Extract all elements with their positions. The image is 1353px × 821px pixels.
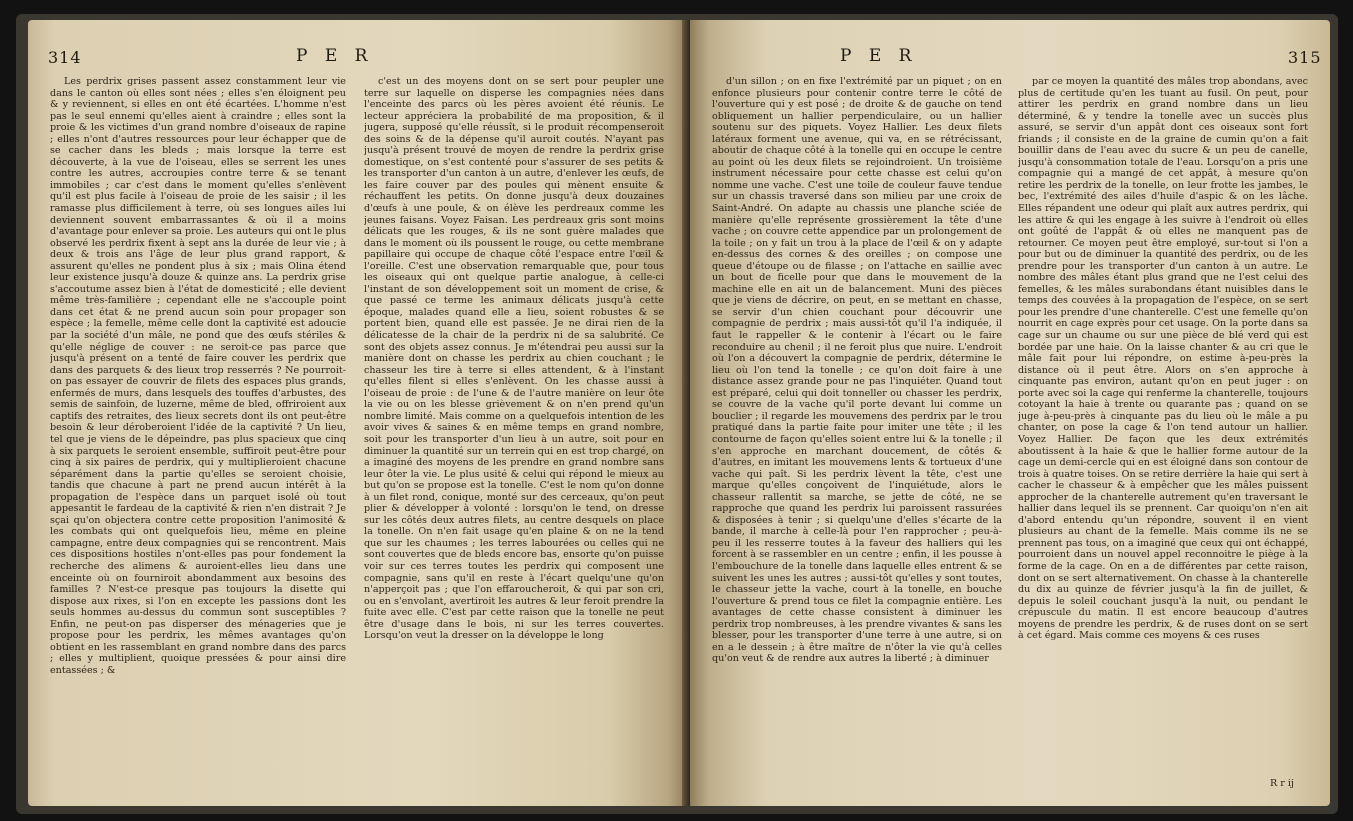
column-text: par ce moyen la quantité des mâles trop abondans, avec plus de certitude qu'en les tuant au fusil. On peut, pour attirer les perdrix en grand nombre dans un lieu déterminé, & y tendre la tonelle avec un succès plus assuré, se servir d'un appât dont ces oiseaux sont fort friands ; il consiste en de la graine de cumin qu'on a fait bouillir dans de l'eau avec du sucre & un peu de canelle, jusqu'à consommation totale de l'eau. Lorsqu'on a pris une compagnie qui a mangé de cet appât, à mesure qu'on retire les perdrix de la tonelle, on leur frotte les jambes, le bec, l'extrémité des ailes d'huile d'aspic & on les lâche. Elles répandent une odeur qui plaît aux autres perdrix, qui les attire & qui les engage à les suivre à l'endroit où elles ont goûté de l'appât & où elles ne manquent pas de retourner. Ce moyen peut être employé, sur-tout si l'on a pour but ou de diminuer la quantité des perdrix, ou de les prendre pour les transporter d'un canton à un autre. Le nombre des mâles étant plus grand que ne l'est celui des femelles, & les mâles surabondans étant nuisibles dans le temps des couvées à la propagation de l'espèce, on se sert pour les prendre d'une chanterelle. C'est une femelle qu'on nourrit en cage exprès pour cet usage. On la porte dans sa cage sur un chaume ou sur une pièce de blé verd qui est bordée par une haie. On la laisse chanter & au cri que le mâle fait pour lui répondre, on estime à-peu-près la distance où il peut être. Alors on s'en approche à cinquante pas environ, autant qu'on en peut juger : on porte avec soi la cage qui renferme la chanterelle, toujours cotoyant la haie à trente ou quarante pas ; quand on se juge à-peu-près à cinquante pas du lieu où le mâle a pu chanter, on pose la cage & l'on tend autour un hallier. Voyez Hallier. De façon que les deux extrémités aboutissent à la haie & que le hallier forme autour de la cage un demi-cercle qui en est éloigné dans son contour de trois à quatre toises. On se retire derrière la haie qui sert à cacher le chasseur & à empêcher que les mâles puissent approcher de la chanterelle autrement qu'en traversant le hallier dans lequel ils se prennent. Car quoiqu'on n'en ait d'abord entendu qu'un répondre, souvent il en vient plusieurs au chant de la femelle. Mais comme ils ne se prennent pas tous, on a imaginé que ceux qui ont échappé, pourroient dans un nouvel appel reconnoitre le piège à la forme de la cage. On en a de différentes par cette raison, dont on se sert alternativement. On chasse à la chanterelle du dix au quinze de février jusqu'à la fin de juillet, & depuis le soleil couchant jusqu'à la nuit, ou pendant le crépuscule du matin. Il est encore beaucoup d'autres moyens de prendre les perdrix, & de ruses dont on se sert à cet égard. Mais comme ces moyens & ces ruses xyxy=(1018,76,1308,642)
left-column-2 xyxy=(364,76,664,776)
right-column-2 xyxy=(1018,76,1308,776)
signature-mark: R r ij xyxy=(1270,778,1294,789)
left-column-1 xyxy=(50,76,346,776)
page-number-left: 314 xyxy=(48,48,82,67)
running-head-right: P E R xyxy=(840,46,918,66)
page-number-right: 315 xyxy=(1288,48,1322,67)
right-column-1 xyxy=(712,76,1002,776)
column-text: c'est un des moyens dont on se sert pour peupler une terre sur laquelle on disperse les compagnies nées dans l'enceinte des parcs où les pères avoient été réunis. Le lecteur appréciera la probabilité de ma proposition, & il jugera, supposé qu'elle réussît, si le produit récompenseroit des soins & de la dépense qu'il auroit coutés. N'ayant pas jusqu'à présent trouvé de moyen de rendre la perdrix grise domestique, on s'est contenté pour s'assurer de ses petits & les transporter d'un canton à un autre, d'enlever les œufs, de les faire couver par des poules qui mènent ensuite & réchauffent les petits. On donne jusqu'à deux douzaines d'œufs à une poule, & on élève les perdreaux comme les jeunes faisans. Voyez Faisan. Les perdreaux gris sont moins délicats que les rouges, & ils ne sont guère malades que dans le moment où ils poussent le rouge, ou cette membrane papillaire qui occupe de chaque côté l'espace entre l'œil & l'oreille. C'est une observation remarquable que, pour tous les oiseaux qui ont quelque partie analogue, à celle-ci l'instant de son développement soit un moment de crise, & que passé ce terme les animaux délicats jusqu'à cette époque, malades quand elle a lieu, soient robustes & se portent bien, quand elle est passée. Je ne dirai rien de la délicatesse de la chair de la perdrix ni de sa salubrité. Ce sont des objets assez connus. Je m'étendrai peu aussi sur la manière dont on chasse les perdrix au chien couchant ; le chasseur les tire à terre si elles attendent, & à l'instant qu'elles filent si elles s'enlèvent. On les chasse aussi à l'oiseau de proie : de l'une & de l'autre manière on leur ôte la vie ou on les blesse grièvement & on n'en prend qu'un nombre limité. Mais comme on a quelquefois intention de les avoir vives & saines & en même temps en grand nombre, soit pour les transporter d'un lieu à un autre, soit pour en diminuer la quantité sur un terrein qui en est trop chargé, on a imaginé des moyens de les prendre en grand nombre sans leur ôter la vie. Le plus usité & celui qui répond le mieux au but qu'on se propose est la tonelle. C'est le nom qu'on donne à un filet rond, conique, monté sur des cerceaux, qu'on peut plier & développer à volonté : lorsqu'on le tend, on dresse sur les côtés deux autres filets, au centre desquels on place la tonelle. On n'en fait usage qu'en plaine & on ne la tend que sur les chaumes ; les terres labourées ou celles qui ne sont couvertes que de bleds encore bas, ensorte qu'on puisse voir sur ces terres toutes les perdrix qui composent une compagnie, sans qu'il en reste à l'écart quelqu'une qu'on n'apperçoit pas ; que l'on effaroucheroit, & qui par son cri, ou en s'envolant, avertiroit les autres & leur feroit prendre la fuite avec elle. C'est par cette raison que la tonelle ne peut être d'usage dans le bois, ni sur les terres couvertes. Lorsqu'on veut la dresser on la développe le long xyxy=(364,76,664,642)
column-text: d'un sillon ; on en fixe l'extrémité par un piquet ; on en enfonce plusieurs pour contenir contre terre le côté de l'ouverture qui y est posé ; de droite & de gauche on tend obliquement un hallier perpendiculaire, ou un hallier soutenu sur des piquets. Voyez Hallier. Les deux filets latéraux forment une avenue, qui va, en se rétrécissant, aboutir de chaque côté à la tonelle qui en occupe le centre au point où les deux filets se rejoindroient. Un troisième instrument nécessaire pour cette chasse est celui qu'on nomme une vache. C'est une toile de couleur fauve tendue sur un chassis traversé dans son milieu par une croix de Saint-André. On adapte au chassis une planche sciée de manière qu'elle représente grossièrement la tête d'une vache ; on couvre cette appendice par un prolongement de la toile ; on y fait un trou à la place de l'œil & on y adapte en-dessus des cornes & des oreilles ; on compose une queue d'étoupe ou de filasse ; on l'attache en saillie avec un bout de ficelle pour que dans le mouvement de la machine elle en ait un de balancement. Muni des pièces que je viens de décrire, on peut, en se mettant en chasse, se servir d'un chien couchant pour découvrir une compagnie de perdrix ; mais aussi-tôt qu'il l'a indiquée, il faut le rappeller & le contenir à l'écart ou le faire reconduire au chenil ; il ne feroit plus que nuire. L'endroit où l'on a découvert la compagnie de perdrix, détermine le lieu où l'on tend la tonelle ; ce qu'on doit faire à une distance assez grande pour ne pas l'inquiéter. Quand tout est préparé, celui qui doit tonneller ou chasser les perdrix, se couvre de la vache qu'il porte devant lui comme un bouclier ; il regarde les mouvemens des perdrix par le trou pratiqué dans la partie faite pour imiter une tête ; il les contourne de façon qu'elles soient entre lui & la tonelle ; il s'en approche en marchant doucement, de côtés & d'autres, en imitant les mouvemens lents & tortueux d'une vache qui paît. Si les perdrix lèvent la tête, c'est une marque qu'elles conçoivent de l'inquiétude, alors le chasseur rallentit sa marche, se jette de côté, ne se rapproche que quand les perdrix lui paroissent rassurées & disposées à tenir ; si quelqu'une d'elles s'écarte de la bande, il marche à celle-là pour l'en rapprocher ; peu-à-peu il les resserre toutes à la faveur des halliers qui les forcent à se rassembler en un centre ; enfin, il les pousse à l'embouchure de la tonelle dans laquelle elles entrent & se suivent les unes les autres ; aussi-tôt qu'elles y sont toutes, le chasseur jette la vache, court à la tonelle, en bouche l'ouverture & prend tous ce filet la compagnie entière. Les avantages de cette chasse consistent à diminuer les perdrix trop nombreuses, à les prendre vivantes & sans les blesser, pour les transporter d'une terre à une autre, si on en a le dessein ; à être maître de n'ôter la vie qu'à celles qu'on veut & de rendre aux autres la liberté ; à diminuer xyxy=(712,76,1002,665)
running-head-left: P E R xyxy=(296,46,374,66)
column-text: Les perdrix grises passent assez constamment leur vie dans le canton où elles sont nées ; elles s'en éloignent peu & y reviennent, si elles en ont été écartées. L'homme n'est pas le seul ennemi qu'elles aient à craindre ; elles sont la proie & les victimes d'un grand nombre d'oiseaux de rapine ; elles n'ont d'autres ressources pour leur échapper que de se cacher dans les bleds ; mais lorsque la terre est découverte, à la vue de l'oiseau, elles se serrent les unes contre les autres, accroupies contre terre & se tenant immobiles ; car c'est dans le moment qu'elles s'enlèvent qu'il est plus facile à l'oiseau de proie de les saisir ; il les ramasse plus difficilement à terre, où ses longues ailes lui deviennent souvent embarrassantes & où il a moins d'avantage pour enlever sa proie. Les auteurs qui ont le plus observé les perdrix fixent à sept ans la durée de leur vie ; à deux & trois ans l'âge de leur plus grand rapport, & assurent qu'elles ne pondent plus à six ; mais Olina étend leur existence jusqu'à douze & quinze ans. La perdrix grise s'accoutume assez bien à l'état de domesticité ; elle devient même très-familière ; cependant elle ne s'accouple point dans cet état & ne prend aucun soin pour propager son espèce ; la femelle, même celle dont la captivité est adoucie par la société d'un mâle, ne pond que des œufs stériles & qu'elle néglige de couver : ne seroit-ce pas parce que jusqu'à présent on a tenté de faire couver les perdrix que dans des parquets & des lieux trop resserrés ? Ne pourroit-on pas essayer de couvrir de filets des espaces plus grands, enfermés de murs, dans lesquels des touffes d'arbustes, des semis de sainfoin, de luzerne, même de bled, offriroient aux captifs des retraites, des lieux secrets dont ils ont peut-être besoin & leur déroberoient l'idée de la captivité ? Un lieu, tel que je viens de le dépeindre, pas plus spacieux que cinq à six parquets le seroient ensemble, suffiroit peut-être pour cinq à six paires de perdrix, qui y multiplieroient chacune séparément dans la partie qu'elles se seroient choisie, tandis que chacune à part ne prend aucun intérêt à la propagation de l'espèce dans un parquet isolé où tout appesantit le fardeau de la captivité & rien n'en distrait ? Je sçai qu'on objectera contre cette proposition l'animosité & les combats qui ont quelquefois lieu, même en pleine campagne, entre deux compagnies qui se rencontrent. Mais ces dispositions hostiles n'ont-elles pas pour fondement la recherche des alimens & auroient-elles lieu dans une enceinte où on fourniroit abondamment aux besoins des familles ? N'est-ce presque pas toujours la disette qui dispose aux rixes, si l'on en excepte les passions dont les seuls hommes au-dessus du commun sont susceptibles ? Enfin, ne peut-on pas disperser des ménageries que je propose pour les perdrix, les mêmes avantages qu'on obtient en les rassemblant en grand nombre dans des parcs ; elles y multiplient, quoique pressées & pour ainsi dire entassées ; & xyxy=(50,76,346,676)
right-page xyxy=(690,20,1330,806)
left-page xyxy=(28,20,688,806)
open-book xyxy=(16,14,1338,814)
